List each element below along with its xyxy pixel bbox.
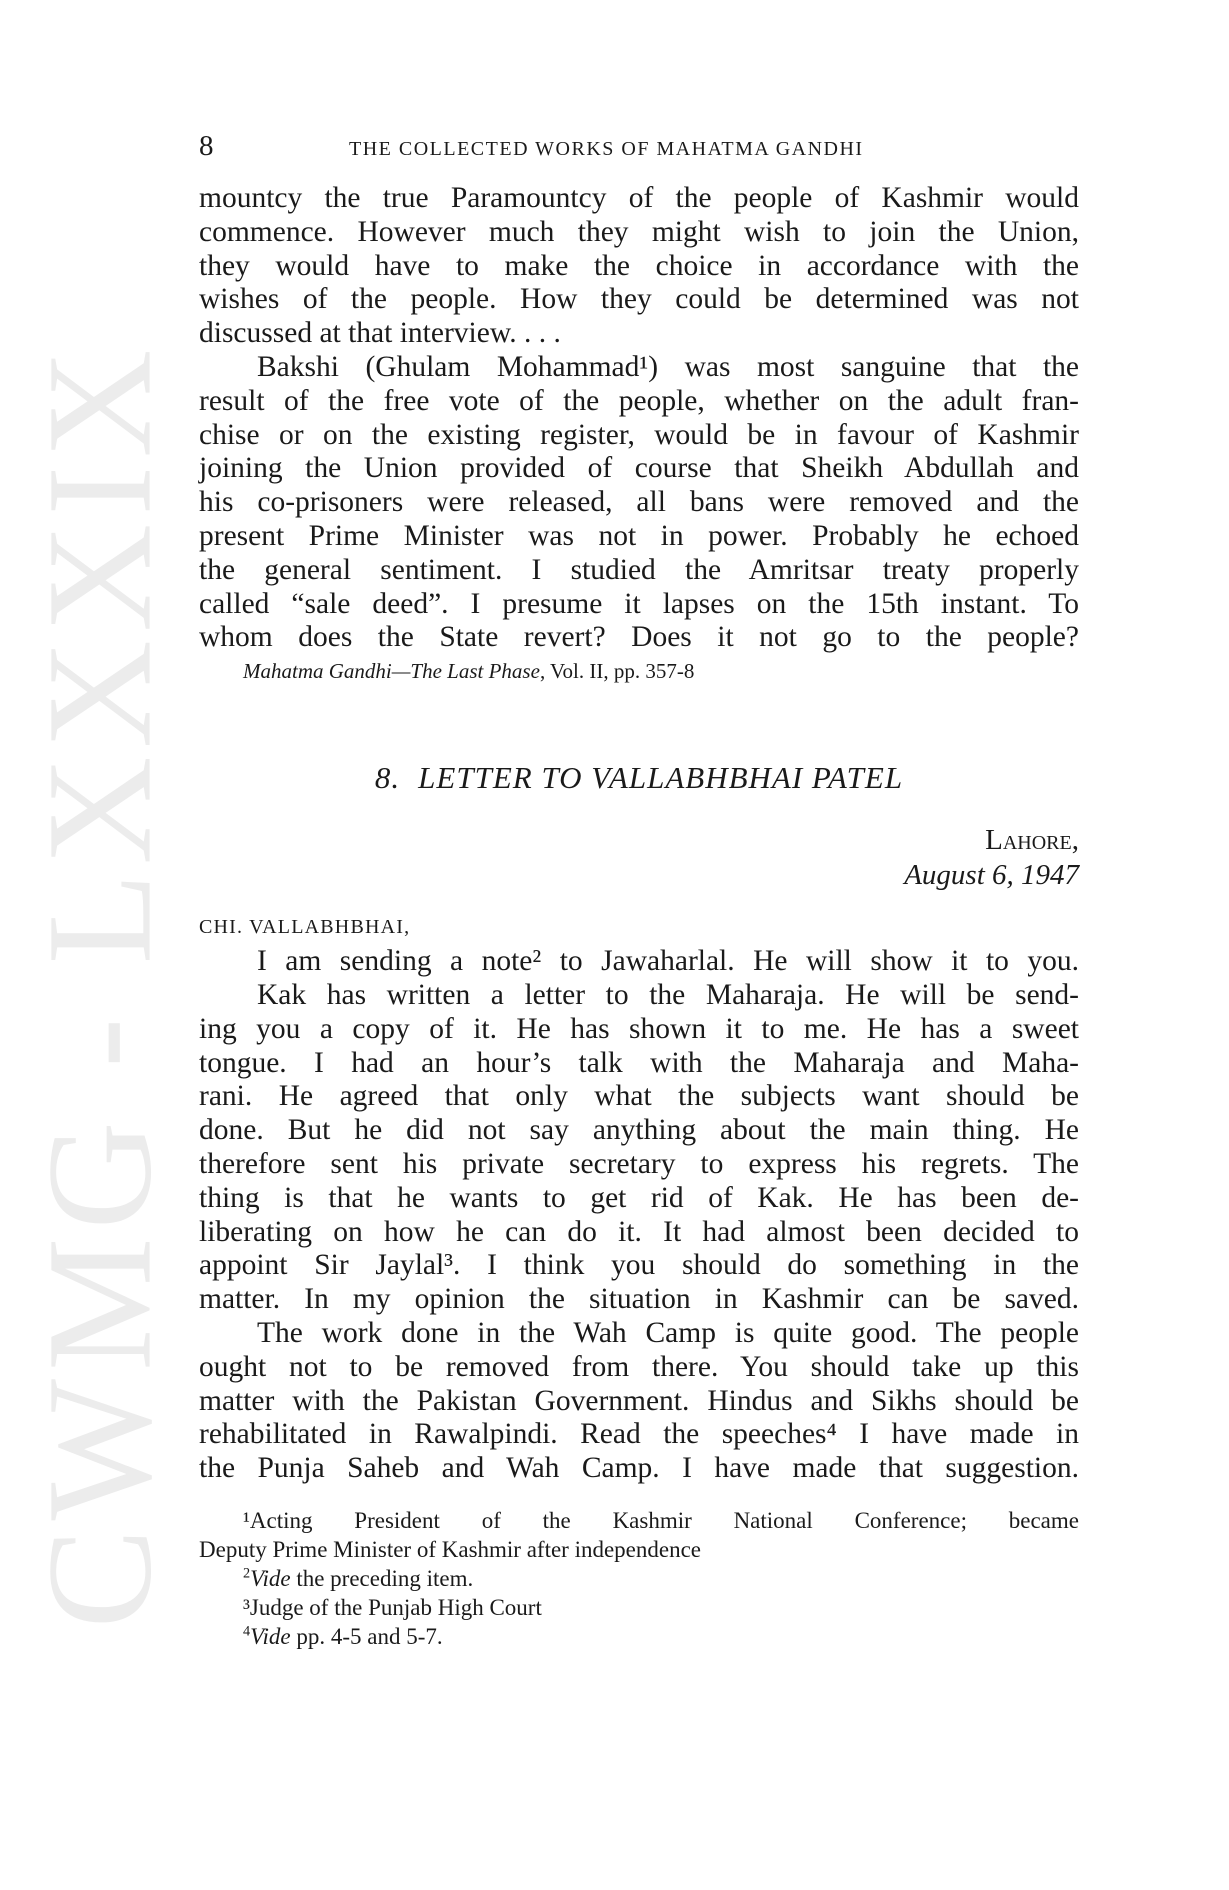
text-line: joining the Union provided of course that Sheikh Abdullah and [199,452,1079,485]
text-line: commence. However much they might wish to join the Union, [199,215,1079,248]
text-line: matter. In my opinion the situation in Kashmir can be saved. [199,1283,1079,1316]
intro-paragraph-2 [199,351,1079,655]
letter-salutation: CHI. VALLABHBHAI, [199,916,411,939]
text-line: mountcy the true Paramountcy of the people of Kashmir would [199,182,1079,214]
text-line: chise or on the existing register, would be in favour of Kashmir [199,418,1079,451]
text-line: his co-prisoners were released, all bans were removed and the [199,486,1079,519]
letter-paragraph-3 [199,1317,1079,1486]
text-line: called “sale deed”. I presume it lapses on the 15th instant. To [199,587,1079,620]
text-line: result of the free vote of the people, whether on the adult fran- [199,384,1079,417]
letter-title: LETTER TO VALLABHBHAI PATEL [418,760,904,796]
page-body [199,182,1079,1651]
footnote-text: the preceding item. [290,1565,474,1591]
letter-paragraph-2 [199,979,1079,1317]
text-line: The work done in the Wah Camp is quite good. The people [257,1316,1079,1349]
text-line: rehabilitated in Rawalpindi. Read the speeches⁴ I have made in [199,1418,1079,1451]
source-citation [243,659,1079,684]
text-line: discussed at that interview. . . . [199,317,561,350]
text-line: I am sending a note² to Jawaharlal. He will show it to you. [257,945,1079,978]
footnote-vide: Vide [250,1565,291,1591]
text-line: done. But he did not say anything about the main thing. He [199,1114,1079,1147]
watermark-text: CWMG - LXXXIX [17,341,183,1629]
text-line: the general sentiment. I studied the Amritsar treaty properly [199,553,1079,586]
text-line: ought not to be removed from there. You should take up this [199,1350,1079,1383]
running-title: THE COLLECTED WORKS OF MAHATMA GANDHI [349,138,864,160]
citation-volume: , Vol. II, pp. 357-8 [539,659,695,684]
footnote-2 [199,1564,1079,1593]
footnote-1: ¹Acting President of the Kashmir National Conference; became [243,1507,1079,1533]
text-line: whom does the State revert? Does it not go to the people? [199,621,1079,654]
text-line: appoint Sir Jaylal³. I think you should do something in the [199,1249,1079,1282]
letter-paragraph-1 [199,945,1079,979]
text-line: thing is that he wants to get rid of Kak. He has been de- [199,1181,1079,1214]
footnote-vide: Vide [250,1623,291,1649]
page-header [199,130,1079,170]
text-line: present Prime Minister was not in power. Probably he echoed [199,519,1079,552]
text-line: tongue. I had an hour’s talk with the Maharaja and Maha- [199,1046,1079,1079]
intro-paragraph-1 [199,182,1079,351]
footnote-mark: 2 [243,1565,251,1582]
letter-date: August 6, 1947 [904,859,1079,892]
letter-heading [199,760,1079,796]
text-line: therefore sent his private secretary to express his regrets. The [199,1147,1079,1180]
footnote-1-continued: Deputy Prime Minister of Kashmir after independence [199,1536,702,1562]
letter-place: Lahore, [985,824,1079,857]
text-line: matter with the Pakistan Government. Hindus and Sikhs should be [199,1384,1079,1417]
text-line: wishes of the people. How they could be determined was not [199,283,1079,316]
text-line: Bakshi (Ghulam Mohammad¹) was most sanguine that the [257,350,1079,383]
page-number: 8 [199,130,214,162]
footnote-4 [199,1622,1079,1651]
citation-title: Mahatma Gandhi—The Last Phase [243,659,540,684]
footnotes [199,1506,1079,1651]
footnote-text: pp. 4-5 and 5-7. [290,1623,443,1649]
letter-number: 8. [374,760,401,796]
text-line: rani. He agreed that only what the subjects want should be [199,1080,1079,1113]
footnote-3: ³Judge of the Punjab High Court [243,1594,542,1620]
footnote-mark: 4 [243,1623,251,1640]
text-line: they would have to make the choice in accordance with the [199,249,1079,282]
text-line: liberating on how he can do it. It had almost been decided to [199,1215,1079,1248]
text-line: Kak has written a letter to the Maharaja. He will be send- [257,978,1079,1011]
text-line: ing you a copy of it. He has shown it to me. He has a sweet [199,1012,1079,1045]
text-line: the Punja Saheb and Wah Camp. I have made that suggestion. [199,1452,1079,1485]
